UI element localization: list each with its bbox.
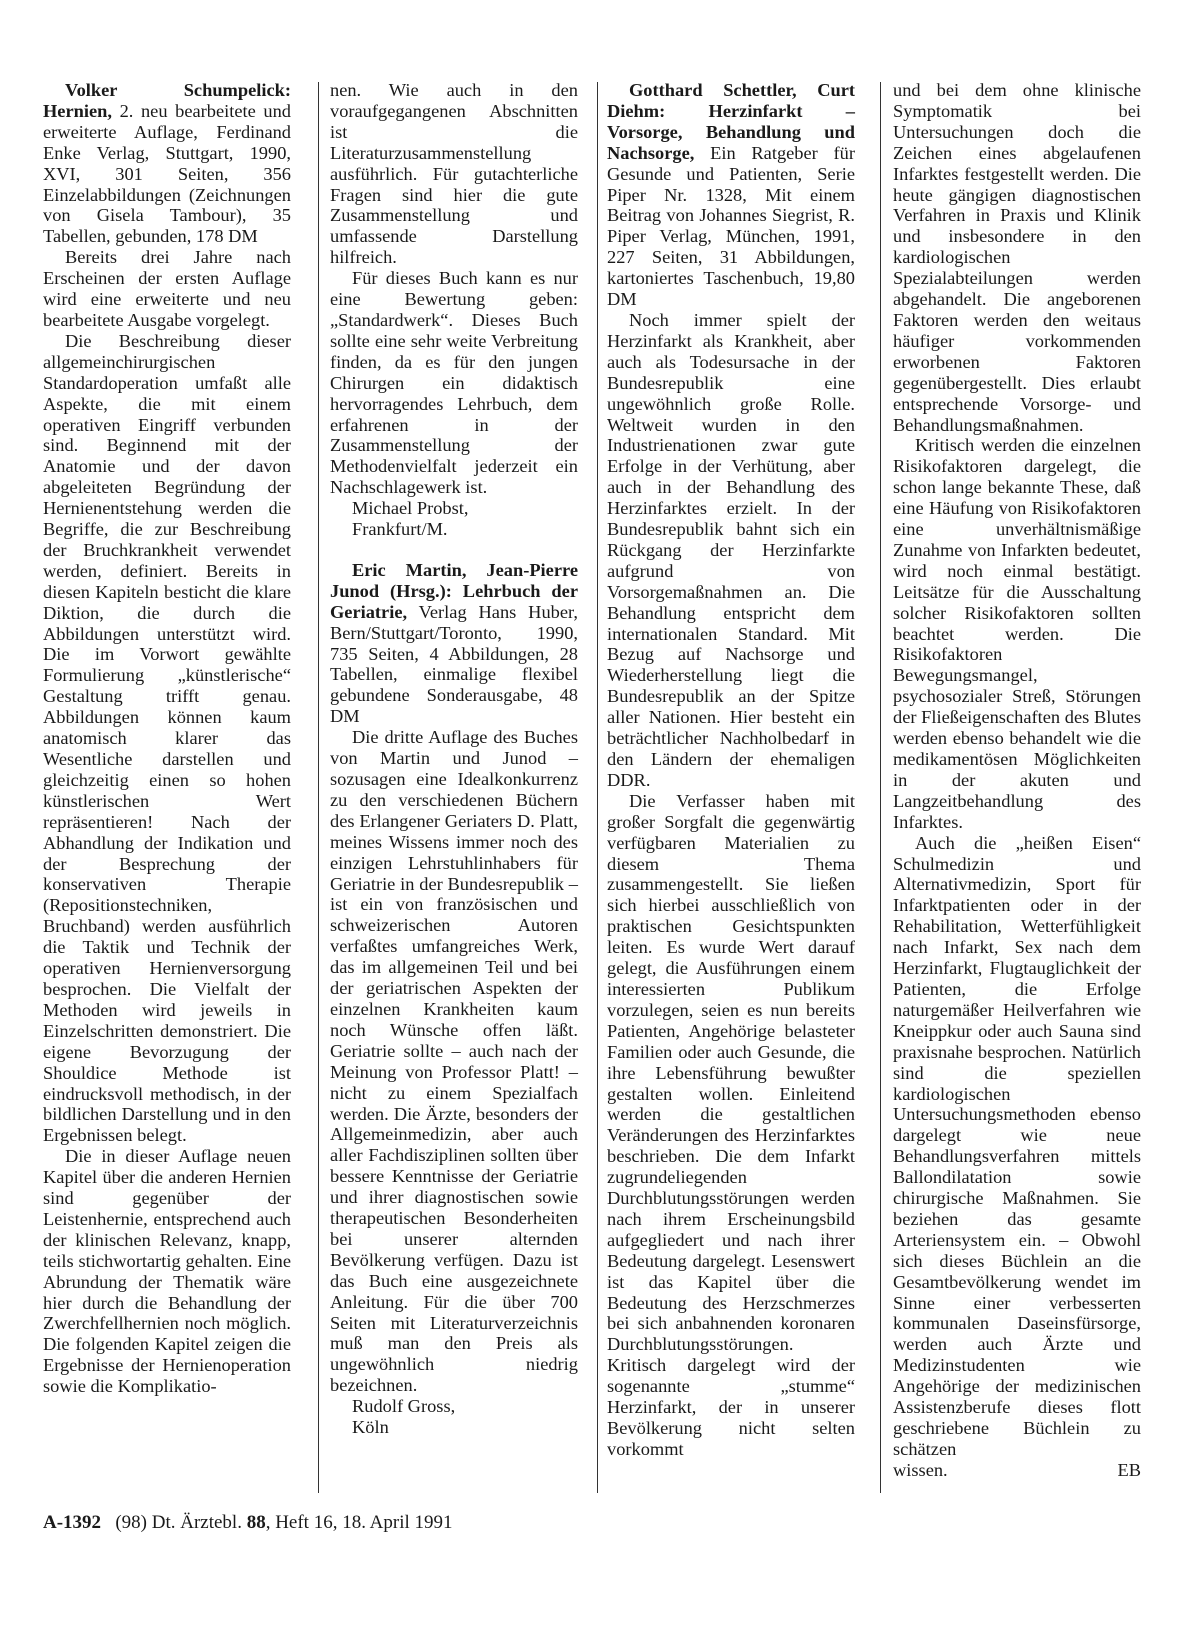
journal-reference: (98) Dt. Ärztebl. <box>115 1512 242 1533</box>
column-rule <box>597 82 598 1493</box>
closing-words: wissen. <box>893 1459 948 1480</box>
review-bibliography: Verlag Hans Huber, Bern/Stuttgart/Toronto, 1990, 735 Seiten, 4 Abbildungen, 28 Tabellen, einmalige flexibel gebundene Sonderausgabe, 48 DM <box>330 601 578 727</box>
review-bibliography: Ein Ratgeber für Gesunde und Patienten, Serie Piper Nr. 1328, Mit einem Beitrag von Johannes Siegrist, R. Piper Verlag, München, 1991, 227 Seiten, 31 Abbildungen, kartoniertes Taschenbuch, 19,80 DM <box>607 142 855 310</box>
reviewer-initials: EB <box>1117 1459 1141 1480</box>
review-title: Volker Schumpelick: Hernien, <box>43 80 291 121</box>
paragraph: Die Verfasser haben mit großer Sorgfalt die gegenwärtig verfügbaren Materialien zu diesem Thema zusammengestellt. Sie ließen sich hierbei ausschließlich von praktischen Gesichtspunkten leiten. Es wurde Wert darauf gelegt, die Ausführungen einem interessierten Publikum vorzulegen, seien es nun bereits Patienten, Angehörige belasteter Familien oder auch Gesunde, die ihre Lebensführung bewußter gestalten wollen. Einleitend werden die gestaltlichen Veränderungen des Herzinfarktes beschrieben. Die dem Infarkt zugrundeliegenden Durchblutungsstörungen werden nach ihrem Erscheinungsbild aufgegliedert und nach ihrer Bedeutung dargelegt. Lesenswert ist das Kapitel über die Bedeutung des Herzschmerzes bei sich anbahnenden koronaren Durchblutungsstörungen. Kritisch dargelegt wird der sogenannte „stumme“ Herzinfarkt, der in unserer Bevölkerung nicht selten vorkommt <box>607 790 855 1459</box>
page-number: A-1392 <box>43 1512 102 1533</box>
paragraph: Kritisch werden die einzelnen Risikofaktoren dargelegt, die schon lange bekannte These, daß eine Häufung von Risikofaktoren eine unverhältnismäßige Zunahme von Infarkten bedeutet, wird noch einmal bestätigt. Leitsätze für die Ausschaltung solcher Risikofaktoren sollten beachtet werden. Die Risikofaktoren Bewegungsmangel, psychosozialer Streß, Störungen der Fließeigenschaften des Blutes werden ebenso behandelt wie die medikamentösen Möglichkeiten in der akuten und Langzeitbehandlung des Infarktes. <box>893 435 1141 832</box>
text-column-4 <box>893 80 1141 1481</box>
paragraph: nen. Wie auch in den voraufgegangenen Abschnitten ist die Literaturzusammenstellung ausführlich. Für gutachterliche Fragen sind hier die gute Zusammenstellung und umfassende Darstellung hilfreich. <box>330 80 578 268</box>
paragraph: Die in dieser Auflage neuen Kapitel über die anderen Hernien sind gegenüber der Leistenhernie, entsprechend auch der klinischen Relevanz, knapp, teils stichwortartig gehalten. Eine Abrundung der Thematik wäre hier durch die Behandlung der Zwerchfellhernien noch möglich. Die folgenden Kapitel zeigen die Ergebnisse der Hernienoperation sowie die Komplikatio- <box>43 1146 291 1397</box>
text-column-2 <box>330 80 578 1438</box>
journal-volume: 88 <box>246 1512 266 1533</box>
reviewer-place: Frankfurt/M. <box>352 519 448 540</box>
review-bibliography: 2. neu bearbeitete und erweiterte Auflage, Ferdinand Enke Verlag, Stuttgart, 1990, XVI, 301 Seiten, 356 Einzelabbildungen (Zeichnungen von Gisela Tambour), 35 Tabellen, gebunden, 178 DM <box>43 100 291 247</box>
review-citation <box>43 80 291 247</box>
paragraph: Für dieses Buch kann es nur eine Bewertung geben: „Standardwerk“. Dieses Buch sollte eine sehr weite Verbreitung finden, da es für den jungen Chirurgen ein didaktisch hervorragendes Lehrbuch, dem erfahrenen in der Zusammenstellung der Methodenvielfalt jederzeit ein Nachschlagewerk ist. <box>330 268 578 498</box>
review-closing-line <box>893 1460 1141 1481</box>
text-column-3 <box>607 80 855 1460</box>
review-citation <box>607 80 855 310</box>
reviewer-name: Rudolf Gross, <box>352 1396 456 1417</box>
paragraph: Noch immer spielt der Herzinfarkt als Krankheit, aber auch als Todesursache in der Bundesrepublik eine ungewöhnlich große Rolle. Weltweit wurden in den Industrienationen zwar gute Erfolge in der Verhütung, aber auch in der Behandlung des Herzinfarktes erzielt. In der Bundesrepublik bahnt sich ein Rückgang der Herzinfarkte aufgrund von Vorsorgemaßnahmen an. Die Behandlung entspricht dem internationalen Standard. Mit Bezug auf Nachsorge und Wiederherstellung liegt die Bundesrepublik an der Spitze aller Nationen. Hier besteht ein beträchtlicher Nachholbedarf in den Ländern der ehemaligen DDR. <box>607 309 855 790</box>
review-citation <box>330 560 578 727</box>
review-title: Gotthard Schettler, Curt Diehm: Herzinfarkt – Vorsorge, Behandlung und Nachsorge, <box>607 80 855 163</box>
column-rule <box>318 82 319 1493</box>
reviewer-name: Michael Probst, <box>352 498 469 519</box>
review-title: Eric Martin, Jean-Pierre Junod (Hrsg.): Lehrbuch der Geriatrie, <box>330 559 578 622</box>
paragraph: und bei dem ohne klinische Symptomatik bei Untersuchungen doch die Zeichen eines abgelaufenen Infarktes festgestellt werden. Die heute gängigen diagnostischen Verfahren in Praxis und Klinik und insbesondere in den kardiologischen Spezialabteilungen werden abgehandelt. Die angeborenen Faktoren werden den weitaus häufiger vorkommenden erworbenen Faktoren gegenübergestellt. Dies erlaubt entsprechende Vorsorge- und Behandlungsmaßnahmen. <box>893 80 1141 435</box>
paragraph: Die Beschreibung dieser allgemeinchirurgischen Standardoperation umfaßt alle Aspekte, die mit einem operativen Eingriff verbunden sind. Beginnend mit der Anatomie und der davon abgeleiteten Begründung der Hernienentstehung werden die Begriffe, die zur Beschreibung der Bruchkrankheit verwendet werden, definiert. Bereits in diesen Kapiteln besticht die klare Diktion, die durch die Abbildungen unterstützt wird. Die im Vorwort gewählte Formulierung „künstlerische“ Gestaltung trifft genau. Abbildungen können kaum anatomisch klarer das Wesentliche darstellen und gleichzeitig einen so hohen künstlerischen Wert repräsentieren! Nach der Abhandlung der Indikation und der Besprechung der konservativen Therapie (Repositionstechniken, Bruchband) werden ausführlich die Taktik und Technik der operativen Hernienversorgung besprochen. Die Vielfalt der Methoden wird jeweils in Einzelschritten demonstriert. Die eigene Bevorzugung der Shouldice Methode ist eindrucksvoll methodisch, in der bildlichen Darstellung und in den Ergebnissen belegt. <box>43 330 291 1146</box>
text-column-1 <box>43 80 291 1397</box>
reviewer-place: Köln <box>352 1417 389 1438</box>
paragraph: Auch die „heißen Eisen“ Schulmedizin und Alternativmedizin, Sport für Infarktpatienten oder in der Rehabilitation, Wetterfühligkeit nach Infarkt, Sex nach dem Herzinfarkt, Flugtauglichkeit der Patienten, die Erfolge naturgemäßer Heilverfahren wie Kneippkur oder auch Sauna sind praxisnahe besprochen. Natürlich sind die speziellen kardiologischen Untersuchungsmethoden ebenso dargelegt wie neue Behandlungsverfahren mittels Ballondilatation sowie chirurgische Maßnahmen. Sie beziehen das gesamte Arteriensystem ein. – Obwohl sich dieses Büchlein an die Gesamtbevölkerung wendet im Sinne einer verbesserten kommunalen Daseinsfürsorge, werden auch Ärzte und Medizinstudenten wie Angehörige der medizinischen Assistenzberufe dieses flott geschriebene Büchlein zu schätzen <box>893 832 1141 1459</box>
page-footer <box>43 1512 453 1534</box>
column-rule <box>880 82 881 1493</box>
paragraph: Die dritte Auflage des Buches von Martin und Junod – sozusagen eine Idealkonkurrenz zu den verschiedenen Büchern des Erlangener Geriaters D. Platt, meines Wissens immer noch des einzigen Lehrstuhlinhabers für Geriatrie in der Bundesrepublik – ist ein von französischen und schweizerischen Autoren verfaßtes umfangreiches Werk, das im allgemeinen Teil und bei der geriatrischen Aspekten der einzelnen Krankheiten kaum noch Wünsche offen läßt. Geriatrie sollte – auch nach der Meinung von Professor Platt! – nicht zu einem Spezialfach werden. Die Ärzte, besonders der Allgemeinmedizin, aber auch aller Fachdisziplinen sollten über bessere Kenntnisse der Geriatrie und ihrer diagnostischen sowie therapeutischen Besonderheiten bei unserer alternden Bevölkerung verfügen. Dazu ist das Buch eine ausgezeichnete Anleitung. Für die über 700 Seiten mit Literaturverzeichnis muß man den Preis als ungewöhnlich niedrig bezeichnen. <box>330 727 578 1396</box>
paragraph: Bereits drei Jahre nach Erscheinen der ersten Auflage wird eine erweiterte und neu bearbeitete Ausgabe vorgelegt. <box>43 247 291 330</box>
spacer <box>330 540 578 560</box>
journal-issue: , Heft 16, 18. April 1991 <box>265 1512 453 1533</box>
